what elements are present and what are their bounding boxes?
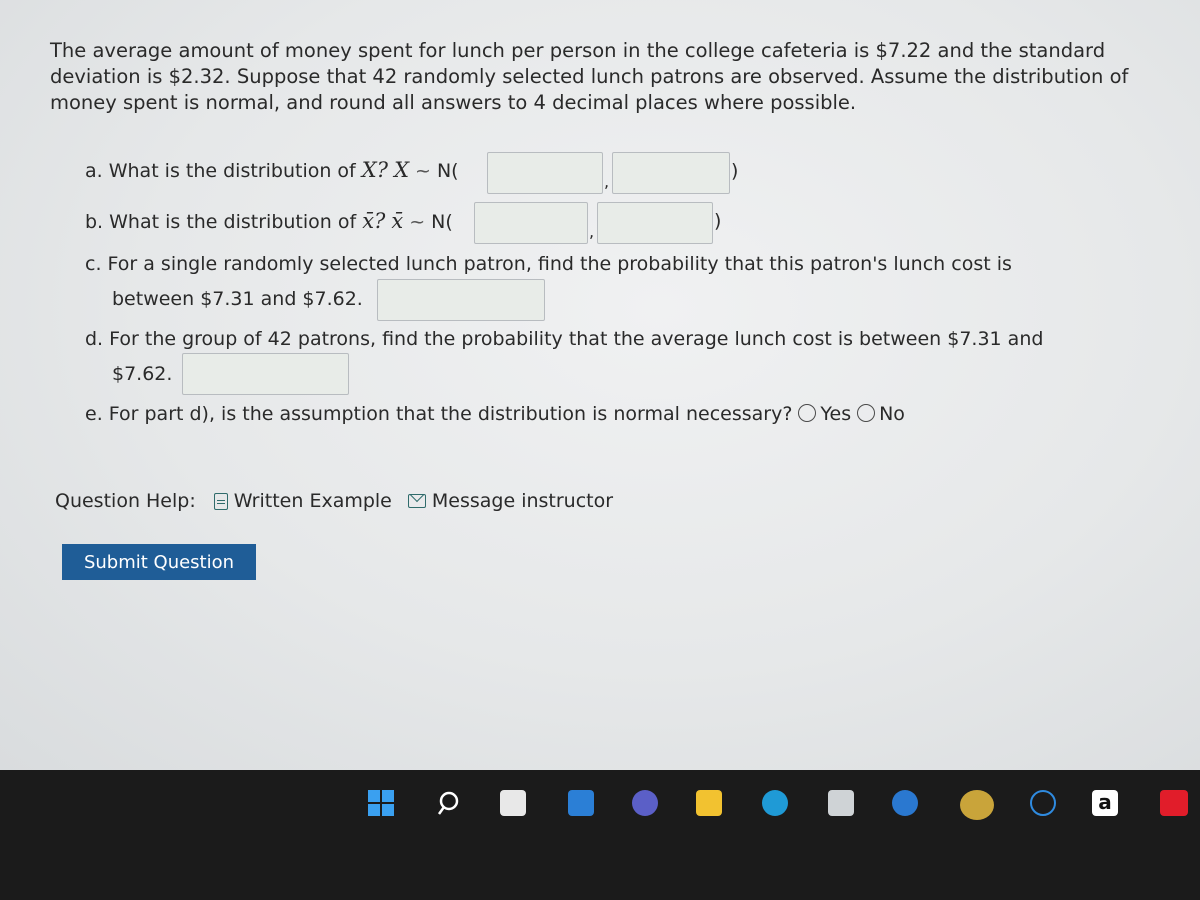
part-d-line2: $7.62. [112,363,173,385]
cortana-icon[interactable] [1030,790,1056,816]
radio-no[interactable] [857,404,875,422]
part-d-answer-input[interactable] [182,353,349,395]
part-e-text: e. For part d), is the assumption that the distribution is normal necessary? Yes No [85,403,905,425]
part-c-line2: between $7.31 and $7.62. [112,288,363,310]
part-b-sd-input[interactable] [597,202,713,244]
help-app-icon[interactable] [960,790,994,820]
written-example-link[interactable]: Written Example [214,490,392,512]
youtube-icon[interactable] [1160,790,1188,816]
part-c-line1: c. For a single randomly selected lunch patron, find the probability that this patron's lunch cost is [85,253,1012,275]
taskbar [0,770,1200,900]
file-explorer-icon[interactable] [696,790,722,816]
question-intro: The average amount of money spent for lunch per person in the college cafeteria is $7.22 and the standard deviation is $2.32. Suppose that 42 randomly selected lunch patrons are observed. Assume the distribution of money spent is normal, and round all answers to 4 decimal places where possible. [50,39,1129,114]
search-icon[interactable] [436,790,462,816]
part-d-line1: d. For the group of 42 patrons, find the probability that the average lunch cost is between $7.31 and [85,328,1044,350]
microsoft-store-icon[interactable] [828,790,854,816]
part-b-text: b. What is the distribution of x̄? x̄ ~ N( [85,209,453,233]
message-instructor-link[interactable]: Message instructor [408,490,613,512]
question-help: Question Help: Written Example Message instructor [55,490,614,512]
part-b-mean-input[interactable] [474,202,588,244]
radio-yes[interactable] [798,404,816,422]
windows-start-icon[interactable] [368,790,394,816]
radio-no-label[interactable]: No [879,403,905,425]
part-a-mean-input[interactable] [487,152,603,194]
chat-icon[interactable] [632,790,658,816]
part-a-sd-input[interactable] [612,152,730,194]
part-c-answer-input[interactable] [377,279,545,321]
task-view-icon[interactable] [500,790,526,816]
widgets-icon[interactable] [568,790,594,816]
photos-icon[interactable] [892,790,918,816]
edge-browser-icon[interactable] [762,790,788,816]
mail-icon [408,494,426,508]
question-screen: The average amount of money spent for lunch per person in the college cafeteria is $7.22 and the standard deviation is $2.32. Suppose that 42 randomly selected lunch patrons are observed. Assume the distribution of money spent is normal, and round all answers to 4 decimal places where possible. a. What is the distribution of X? X ~ N( , ) b. What is the distribution of x̄? x̄ ~ N( , ) c. For a single randomly selected lunch patron, find the probability that this patron's lunch cost is between $7.31 and $7.62. d. For the group of 42 patrons, find the probability that the average lunch cost is between $7.31 and $7.62. e. For part d), is the assumption that the distribution is normal necessary? Yes No Question Help: Written Example Message instructor Submit Question [0,0,1200,770]
amazon-icon[interactable]: a [1092,790,1118,816]
part-a-text: a. What is the distribution of X? X ~ N( [85,158,459,182]
document-icon [214,493,228,510]
submit-question-button[interactable]: Submit Question [62,544,256,580]
radio-yes-label[interactable]: Yes [820,403,852,425]
